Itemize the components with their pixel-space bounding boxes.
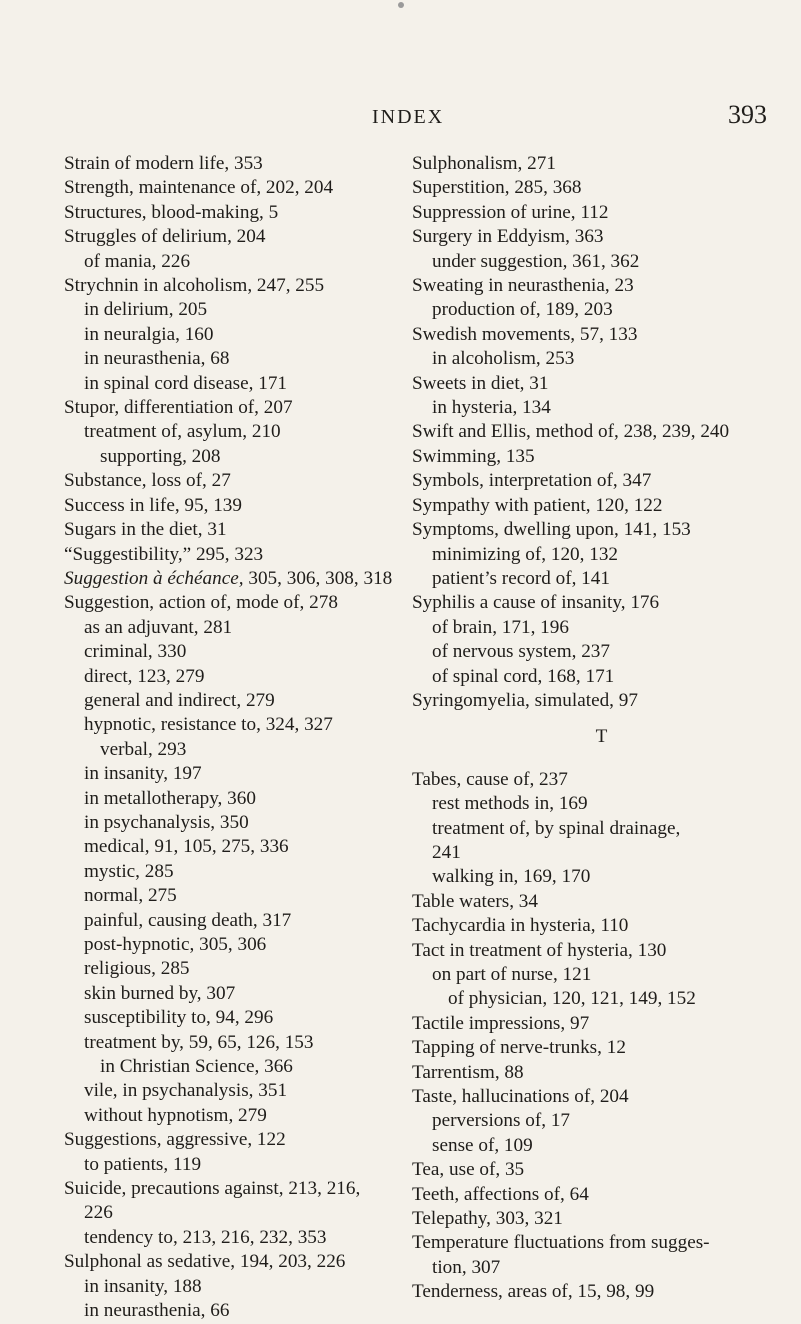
index-subentry: patient’s record of, 141 xyxy=(432,567,610,589)
index-entry: Sympathy with patient, 120, 122 xyxy=(412,494,663,516)
index-subentry: to patients, 119 xyxy=(84,1153,202,1175)
index-entry: Stupor, differentiation of, 207 xyxy=(64,397,293,419)
index-entry: Structures, blood-making, 5 xyxy=(64,201,279,223)
index-subentry: normal, 275 xyxy=(84,885,177,907)
index-entry: Success in life, 95, 139 xyxy=(64,494,242,516)
index-subentry: treatment by, 59, 65, 126, 153 xyxy=(84,1031,314,1053)
index-subentry: verbal, 293 xyxy=(100,738,187,760)
entry-page-refs: 305, 306, 308, 318 xyxy=(243,567,393,589)
section-letter: T xyxy=(595,726,609,748)
index-entry: Strength, maintenance of, 202, 204 xyxy=(64,177,334,199)
index-subentry: post-hypnotic, 305, 306 xyxy=(84,934,267,955)
index-subentry: mystic, 285 xyxy=(84,860,174,882)
index-entry: Symptoms, dwelling upon, 141, 153 xyxy=(412,519,691,541)
index-entry: Taste, hallucinations of, 204 xyxy=(412,1086,629,1108)
index-entry: Tarrentism, 88 xyxy=(412,1061,524,1083)
index-entry: Sulphonalism, 271 xyxy=(412,153,556,174)
index-subentry: medical, 91, 105, 275, 336 xyxy=(84,836,289,858)
index-entry: Tea, use of, 35 xyxy=(412,1159,525,1181)
index-entry: Teeth, affections of, 64 xyxy=(412,1183,589,1205)
index-entry: Tabes, cause of, 237 xyxy=(412,768,568,790)
index-subentry: religious, 285 xyxy=(84,958,190,980)
index-subentry: of brain, 171, 196 xyxy=(432,616,569,638)
index-entry: Superstition, 285, 368 xyxy=(412,177,582,199)
index-entry: Table waters, 34 xyxy=(412,890,538,912)
index-subentry: in psychanalysis, 350 xyxy=(84,811,249,833)
index-subentry: treatment of, asylum, 210 xyxy=(84,421,281,443)
index-subentry: hypnotic, resistance to, 324, 327 xyxy=(84,714,333,736)
index-entry: Tapping of nerve-trunks, 12 xyxy=(412,1037,626,1059)
index-subentry: in metallotherapy, 360 xyxy=(84,787,256,809)
index-entry: Sugars in the diet, 31 xyxy=(64,519,227,541)
index-entry: Substance, loss of, 27 xyxy=(64,470,231,492)
index-entry: Sulphonal as sedative, 194, 203, 226 xyxy=(64,1251,346,1273)
index-entry: Swedish movements, 57, 133 xyxy=(412,323,638,345)
index-column-right xyxy=(412,152,792,1305)
index-subentry: in Christian Science, 366 xyxy=(100,1056,293,1078)
index-subentry: of spinal cord, 168, 171 xyxy=(432,665,615,687)
index-subentry: under suggestion, 361, 362 xyxy=(432,250,640,272)
index-entry: Symbols, interpretation of, 347 xyxy=(412,470,652,492)
running-title: INDEX xyxy=(372,106,445,128)
index-subentry: susceptibility to, 94, 296 xyxy=(84,1007,274,1029)
index-entry: Swimming, 135 xyxy=(412,445,535,467)
page-number: 393 xyxy=(728,100,767,129)
index-subentry: sense of, 109 xyxy=(432,1134,533,1156)
index-entry: Tenderness, areas of, 15, 98, 99 xyxy=(412,1281,655,1303)
index-entry: Suicide, precautions against, 213, 216, xyxy=(64,1178,361,1200)
index-entry: “Suggestibility,” 295, 323 xyxy=(64,543,264,565)
index-subentry: without hypnotism, 279 xyxy=(84,1104,267,1126)
index-subentry: skin burned by, 307 xyxy=(84,982,236,1004)
index-subentry: in neurasthenia, 68 xyxy=(84,348,230,370)
index-entry: Suppression of urine, 112 xyxy=(412,201,609,223)
index-subentry: of nervous system, 237 xyxy=(432,641,610,663)
entry-italic-heading: Suggestion à échéance, xyxy=(64,567,244,589)
index-subentry: in spinal cord disease, 171 xyxy=(84,372,288,394)
index-entry: Tactile impressions, 97 xyxy=(412,1012,590,1034)
index-subentry: criminal, 330 xyxy=(84,641,187,663)
index-entry: Temperature fluctuations from sugges- xyxy=(412,1232,710,1254)
index-subentry: in insanity, 197 xyxy=(84,763,202,785)
index-entry: Strychnin in alcoholism, 247, 255 xyxy=(64,275,325,297)
index-entry: Suggestion, action of, mode of, 278 xyxy=(64,592,338,614)
index-subentry: of physician, 120, 121, 149, 152 xyxy=(448,988,696,1010)
index-subentry: painful, causing death, 317 xyxy=(84,909,292,931)
index-entry: Sweets in diet, 31 xyxy=(412,372,549,394)
index-subentry: in hysteria, 134 xyxy=(432,397,551,419)
page-mark-dot xyxy=(398,2,404,8)
index-entry: Syphilis a cause of insanity, 176 xyxy=(412,592,660,614)
index-entry xyxy=(64,567,404,591)
index-subentry: 241 xyxy=(432,841,461,863)
index-subentry: perversions of, 17 xyxy=(432,1110,571,1132)
index-entry: Struggles of delirium, 204 xyxy=(64,226,266,248)
index-subentry: in delirium, 205 xyxy=(84,299,208,321)
index-subentry: of mania, 226 xyxy=(84,250,191,272)
index-entry: Sweating in neurasthenia, 23 xyxy=(412,275,634,297)
index-subentry: in neurasthenia, 66 xyxy=(84,1300,230,1322)
index-subentry: treatment of, by spinal drainage, xyxy=(432,817,681,839)
index-column-left xyxy=(64,152,404,1324)
index-entry: Tachycardia in hysteria, 110 xyxy=(412,915,629,937)
index-subentry: tendency to, 213, 216, 232, 353 xyxy=(84,1226,327,1248)
index-subentry: tion, 307 xyxy=(432,1256,501,1278)
index-subentry: rest methods in, 169 xyxy=(432,793,588,815)
index-subentry: in neuralgia, 160 xyxy=(84,323,214,345)
index-subentry: 226 xyxy=(84,1202,113,1224)
index-subentry: as an adjuvant, 281 xyxy=(84,616,233,638)
index-subentry: walking in, 169, 170 xyxy=(432,866,591,888)
index-entry: Suggestions, aggressive, 122 xyxy=(64,1129,286,1151)
index-entry: Telepathy, 303, 321 xyxy=(412,1208,563,1230)
index-subentry: in alcoholism, 253 xyxy=(432,348,575,370)
index-entry: Surgery in Eddyism, 363 xyxy=(412,226,604,248)
index-subentry: on part of nurse, 121 xyxy=(432,964,592,985)
page-header xyxy=(0,96,801,136)
index-subentry: supporting, 208 xyxy=(100,445,221,467)
index-entry: Tact in treatment of hysteria, 130 xyxy=(412,939,667,961)
index-subentry: direct, 123, 279 xyxy=(84,665,205,687)
index-subentry: general and indirect, 279 xyxy=(84,689,275,711)
index-entry: Strain of modern life, 353 xyxy=(64,153,263,174)
index-entry: Syringomyelia, simulated, 97 xyxy=(412,689,638,711)
index-subentry: production of, 189, 203 xyxy=(432,299,613,321)
index-subentry: vile, in psychanalysis, 351 xyxy=(84,1080,288,1102)
index-entry: Swift and Ellis, method of, 238, 239, 240 xyxy=(412,421,730,443)
index-subentry: in insanity, 188 xyxy=(84,1275,202,1297)
index-subentry: minimizing of, 120, 132 xyxy=(432,543,619,565)
